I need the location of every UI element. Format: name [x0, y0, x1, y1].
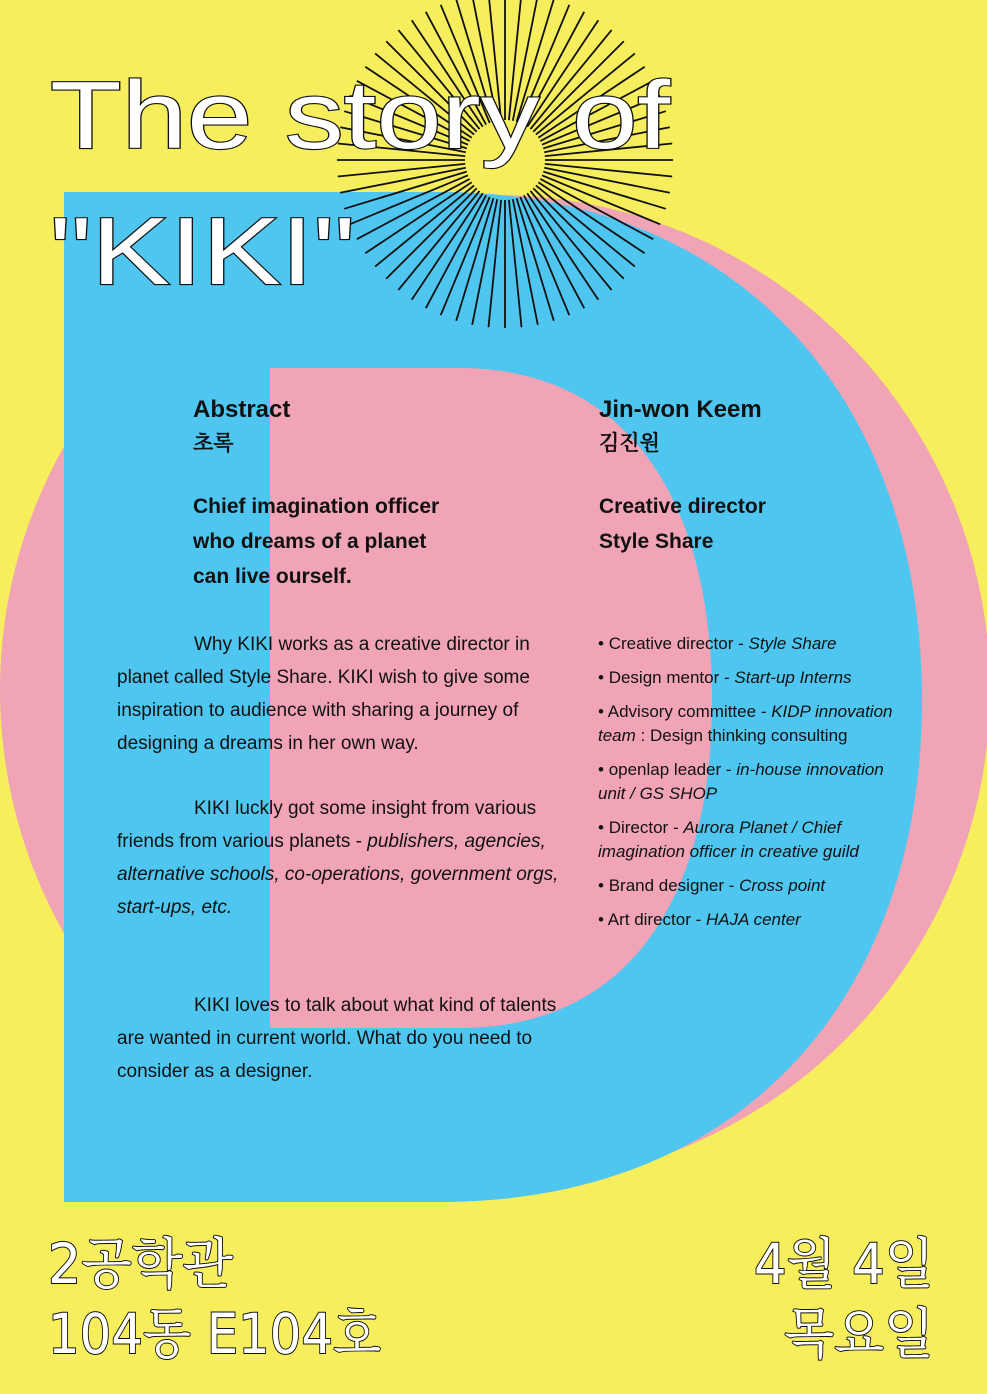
- cv-role: Design mentor: [608, 668, 720, 687]
- abstract-paragraph-2-intro: KIKI luckly got some insight from various friends from various planets -: [117, 798, 537, 852]
- date-line-1: 4월 4일: [754, 1232, 934, 1296]
- sunburst-ray: [340, 168, 466, 193]
- venue-line-1: 2공학관: [48, 1232, 233, 1296]
- cv-bullet: •: [598, 760, 604, 779]
- cv-bullet: •: [598, 910, 604, 929]
- abstract-lead: [193, 489, 439, 594]
- speaker-role-line: Style Share: [599, 530, 714, 553]
- cv-role: openlap leader: [608, 760, 722, 779]
- cv-organization: HAJA center: [706, 910, 801, 929]
- cv-separator: -: [738, 634, 744, 653]
- abstract-lead-line: Chief imagination officer: [193, 495, 440, 518]
- cv-role: Creative director: [608, 634, 734, 653]
- cv-item: [598, 666, 898, 690]
- cv-role: Advisory committee: [607, 702, 757, 721]
- cv-bullet: •: [598, 876, 604, 895]
- abstract-paragraph-2-list: publishers, agencies, alternative schools, co-operations, government orgs, start-ups, etc.: [117, 831, 559, 918]
- cv-bullet: •: [598, 702, 604, 721]
- speaker-name-kr: 김진원: [599, 431, 660, 455]
- speaker-role-line: Creative director: [599, 495, 766, 518]
- date-line-2: 목요일: [784, 1302, 934, 1366]
- cv-item: [598, 632, 898, 656]
- abstract-paragraph-3-text: KIKI loves to talk about what kind of talents are wanted in current world. What do you need to consider as a designer.: [117, 995, 557, 1082]
- cv-item: [598, 816, 898, 864]
- cv-organization: Cross point: [739, 876, 826, 895]
- cv-role: Brand designer: [608, 876, 724, 895]
- abstract-paragraph-1: [117, 628, 562, 760]
- cv-extra: : Design thinking consulting: [640, 726, 848, 745]
- speaker-name: Jin-won Keem: [599, 396, 762, 423]
- cv-role: Art director: [607, 910, 691, 929]
- abstract-heading: Abstract: [193, 396, 291, 423]
- cv-bullet: •: [598, 818, 604, 837]
- cv-separator: -: [725, 760, 732, 779]
- cv-bullet: •: [598, 668, 604, 687]
- abstract-paragraph-2: [117, 792, 562, 924]
- cv-role: Director: [608, 818, 669, 837]
- cv-organization: KIDP innovation team: [598, 702, 893, 745]
- title-line-2: "KIKI": [50, 198, 355, 305]
- cv-separator: -: [728, 876, 735, 895]
- cv-separator: -: [760, 702, 767, 721]
- cv-organization: Start-up Interns: [734, 668, 852, 687]
- abstract-heading-kr: 초록: [193, 431, 234, 455]
- abstract-paragraph-1-text: Why KIKI works as a creative director in planet called Style Share. KIKI wish to give some inspiration to audience with sharing a journey of designing a dreams in her own way.: [117, 634, 530, 754]
- title-line-1: The story of: [50, 62, 671, 169]
- abstract-paragraph-3: [117, 989, 562, 1088]
- abstract-lead-line: can live ourself.: [193, 565, 352, 588]
- speaker-role: [599, 489, 766, 559]
- cv-item: [598, 758, 898, 806]
- abstract-lead-line: who dreams of a planet: [193, 530, 427, 553]
- cv-list: [598, 632, 898, 942]
- cv-separator: -: [695, 910, 702, 929]
- cv-bullet: •: [598, 634, 604, 653]
- cv-organization: Aurora Planet / Chief imagination officer in creative guild: [598, 818, 859, 861]
- cv-item: [598, 874, 898, 898]
- cv-item: [598, 700, 898, 748]
- cv-item: [598, 908, 898, 932]
- sunburst-ray: [544, 168, 670, 193]
- venue-line-2: 104동 E104호: [48, 1302, 381, 1366]
- cv-organization: in-house innovation unit / GS SHOP: [598, 760, 884, 803]
- cv-organization: Style Share: [748, 634, 837, 653]
- cv-separator: -: [672, 818, 679, 837]
- cv-separator: -: [723, 668, 730, 687]
